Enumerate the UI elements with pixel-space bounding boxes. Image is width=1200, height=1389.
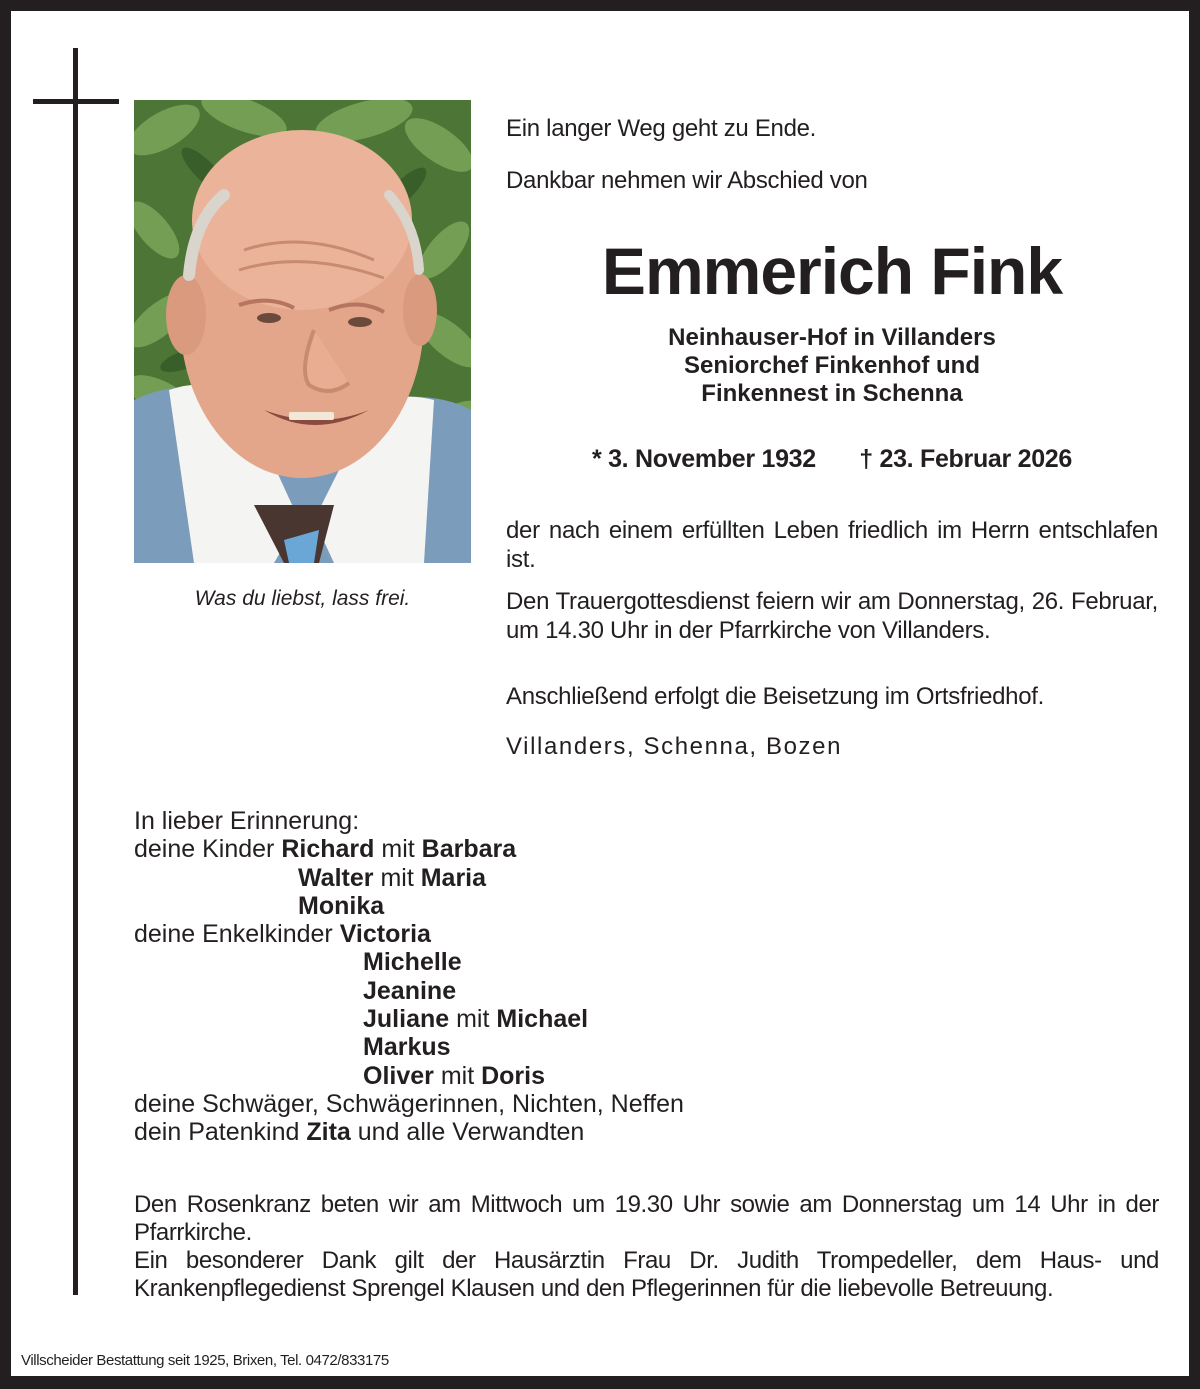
child-name: Richard [281,835,375,864]
closing-text [134,1191,1159,1303]
death-date: 23. Februar 2026 [879,445,1073,473]
children-row [134,864,684,892]
paragraph: der nach einem erfüllten Leben friedlich im Herrn entschlafen ist. [506,517,1158,573]
family-list [134,807,684,1147]
godchild-prefix: dein Patenkind [134,1118,300,1147]
partner-name: Maria [420,863,487,892]
grandchild-name: Markus [363,1033,451,1062]
partner-name: Michael [496,1005,589,1034]
birth-date: 3. November 1932 [608,445,816,473]
godchild-name: Zita [306,1118,351,1147]
deceased-name: Emmerich Fink [601,234,1063,308]
grandchild-name: Juliane [363,1005,450,1034]
death-dagger-icon: † [859,445,873,473]
cross-icon [73,48,78,1295]
life-dates [506,445,1158,474]
paragraph-burial: Anschließend erfolgt die Beisetzung im Ortsfriedhof. [506,683,1045,710]
subtitle-line: Seniorchef Finkenhof und [683,352,980,379]
subtitle [506,324,1158,408]
godchild-row [134,1118,684,1146]
obituary-notice [11,11,1189,1376]
grandchild-name: Jeanine [363,976,457,1005]
partner-name: Doris [481,1061,546,1090]
cross-icon-crossbar [33,99,119,104]
connector: mit [456,1005,490,1034]
quote-caption: Was du liebst, lass frei. [194,587,411,610]
child-name: Walter [298,863,374,892]
child-name: Monika [298,891,385,920]
thanks-paragraph: Ein besonderer Dank gilt der Hausärztin Frau Dr. Judith Trompedeller, dem Haus- und Krankenpflegedienst Sprengel Klausen und den Pflegerinnen für die liebevolle Betreuung. [134,1247,1159,1302]
paragraph-service: Den Trauergottesdienst feiern wir am Donnerstag, 26. Februar, um 14.30 Uhr in der Pfarrkirche von Villanders. [506,588,1158,644]
relatives-row: deine Schwäger, Schwägerinnen, Nichten, Neffen [134,1089,684,1118]
grandchild-name: Victoria [339,920,431,949]
funeral-home-footer: Villscheider Bestattung seit 1925, Brixen, Tel. 0472/833175 [21,1352,389,1369]
grandchildren-row [134,977,684,1005]
intro-line: Dankbar nehmen wir Abschied von [506,167,868,194]
children-row [134,835,684,863]
places: Villanders, Schenna, Bozen [506,733,843,760]
godchild-suffix: und alle Verwandten [357,1118,585,1147]
grandchildren-row [134,948,684,976]
children-label: deine Kinder [134,835,275,864]
grandchildren-row [134,920,684,948]
subtitle-line: Finkennest in Schenna [701,380,963,407]
family-heading: In lieber Erinnerung: [134,807,360,835]
grandchild-name: Michelle [363,948,462,977]
partner-name: Barbara [421,835,517,864]
subtitle-line: Neinhauser-Hof in Villanders [668,324,996,351]
connector: mit [380,863,414,892]
rosary-paragraph: Den Rosenkranz beten wir am Mittwoch um 19.30 Uhr sowie am Donnerstag um 14 Uhr in der Pfarrkirche. [134,1191,1159,1246]
children-row [134,892,684,920]
connector: mit [440,1061,475,1090]
connector: mit [381,835,415,864]
grandchildren-row [134,1005,684,1033]
birth-star-icon: * [591,445,602,473]
grandchild-name: Oliver [363,1061,434,1090]
portrait-image [134,100,471,563]
portrait-photo [134,100,471,563]
grandchildren-row [134,1033,684,1061]
intro-line: Ein langer Weg geht zu Ende. [506,115,817,142]
grandchildren-row [134,1062,684,1090]
grandchildren-label: deine Enkelkinder [134,920,333,949]
